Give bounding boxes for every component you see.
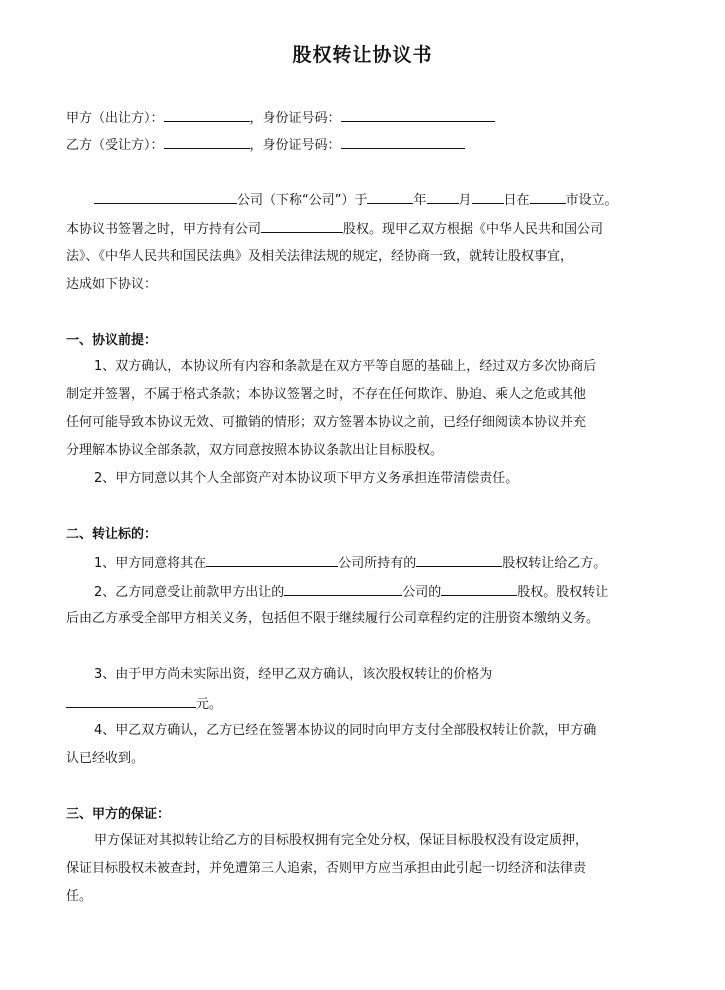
page-title: 股权转让协议书 (292, 44, 433, 66)
s2-p2-line-1: 2、乙方同意受让前款甲方出让的 公司的 股权。股权转让 (94, 582, 608, 602)
s1-p2: 2、甲方同意以其个人全部资产对本协议项下甲方义务承担连带清偿责任。 (94, 471, 519, 486)
share-percent-blank (261, 219, 343, 233)
s2-p3-line-2: 元。 (66, 694, 222, 714)
party-b-line (66, 135, 465, 155)
s2-p2-company-blank (284, 582, 402, 596)
intro-line-1: 公司（下称“公司”）于 年 月 日在 市设立。 (94, 190, 618, 210)
s1-p1-line-1: 1、双方确认，本协议所有内容和条款是在双方平等自愿的基础上，经过双方多次协商后 (94, 359, 597, 374)
s2-p3-line-1: 3、由于甲方尚未实际出资，经甲乙双方确认，该次股权转让的价格为 (94, 667, 493, 682)
party-a-line (66, 108, 495, 128)
s2-share-blank (416, 553, 502, 567)
section-3-heading: 三、甲方的保证： (66, 807, 171, 822)
s3-line-1: 甲方保证对其拟转让给乙方的目标股权拥有完全处分权，保证目标股权没有设定质押， (94, 833, 589, 848)
intro-line-3: 法》、《中华人民共和国民法典》及相关法律法规的规定，经协商一致，就转让股权事宜， (66, 249, 574, 264)
intro-line-4: 达成如下协议： (66, 277, 158, 292)
company-name-blank (94, 190, 237, 204)
party-a-name-blank (164, 108, 250, 122)
s1-p1-line-4: 分理解本协议全部条款，双方同意按照本协议条款出让目标股权。 (66, 443, 444, 458)
s2-p2-line-2: 后由乙方承受全部甲方相关义务，包括但不限于继续履行公司章程约定的注册资本缴纳义务。 (66, 611, 600, 626)
month-blank (427, 190, 459, 204)
s3-line-3: 任。 (66, 889, 93, 904)
s2-p4-line-1: 4、甲乙双方确认，乙方已经在签署本协议的同时向甲方支付全部股权转让价款，甲方确 (94, 723, 597, 738)
s2-p2-share-blank (441, 582, 517, 596)
section-2-heading: 二、转让标的： (66, 527, 158, 542)
s2-p4-line-2: 认已经收到。 (66, 751, 145, 766)
price-blank (66, 694, 196, 708)
s1-p1-line-2: 制定并签署，不属于格式条款；本协议签署之时，不存在任何欺诈、胁迫、乘人之危或其他 (66, 387, 587, 402)
party-b-label: 乙方（受让方）： (66, 138, 164, 153)
party-b-id-blank (341, 135, 465, 149)
day-blank (472, 190, 504, 204)
party-a-label: 甲方（出让方）： (66, 111, 164, 126)
year-blank (367, 190, 413, 204)
s1-p1-line-3: 任何可能导致本协议无效、可撤销的情形；双方签署本协议之前，已经仔细阅读本协议并充 (66, 415, 587, 430)
section-1-heading: 一、协议前提： (66, 333, 158, 348)
s2-company-blank (206, 553, 338, 567)
party-a-id-blank (341, 108, 495, 122)
intro-line-2: 本协议书签署之时，甲方持有公司 股权。现甲乙双方根据《中华人民共和国公司 (66, 219, 603, 239)
s3-line-2: 保证目标股权未被查封，并免遭第三人追索，否则甲方应当承担由此引起一切经济和法律责 (66, 861, 587, 876)
party-a-id-label: ，身份证号码： (249, 111, 341, 126)
party-b-name-blank (164, 135, 250, 149)
s2-p1: 1、甲方同意将其在 公司所持有的 股权转让给乙方。 (94, 553, 606, 573)
city-blank (530, 190, 566, 204)
party-b-id-label: ，身份证号码： (249, 138, 341, 153)
